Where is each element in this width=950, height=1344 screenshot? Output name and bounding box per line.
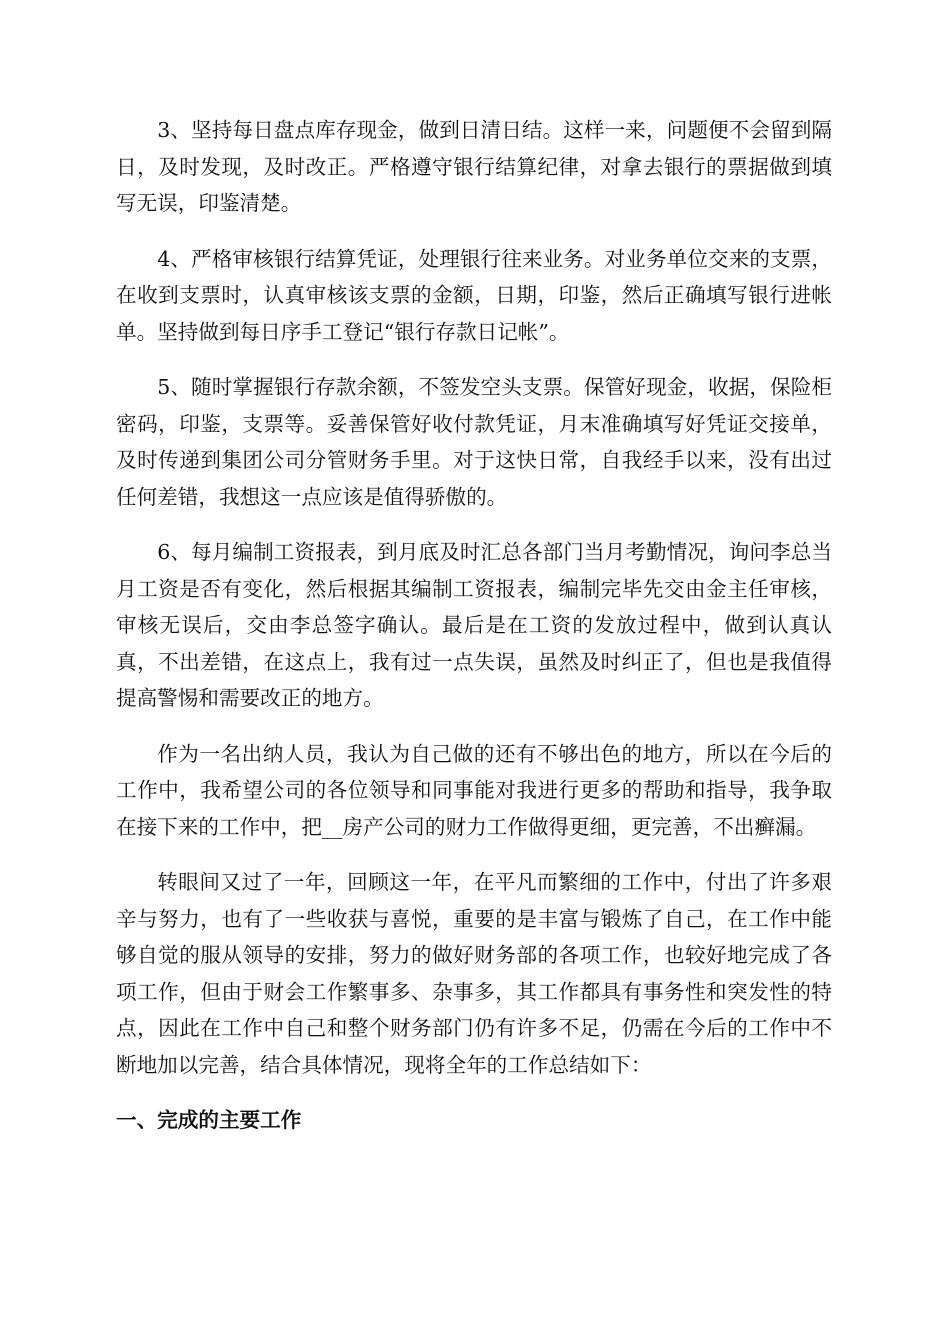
- paragraph-item-4: 4、严格审核银行结算凭证，处理银行往来业务。对业务单位交来的支票，在收到支票时，认真审核该支票的金额，日期，印鉴，然后正确填写银行进帐单。坚持做到每日序手工登记“银行存款日记帐”。: [116, 246, 832, 344]
- paragraph-item-3: 3、坚持每日盘点库存现金，做到日清日结。这样一来，问题便不会留到隔日，及时发现，及时改正。严格遵守银行结算纪律，对拿去银行的票据做到填写无误，印鉴清楚。: [116, 118, 832, 215]
- section-heading: 一、完成的主要工作: [116, 1108, 302, 1132]
- paragraph-annual-review: 转眼间又过了一年，回顾这一年，在平凡而繁细的工作中，付出了许多艰辛与努力，也有了一些收获与喜悦，重要的是丰富与锻炼了自己，在工作中能够自觉的服从领导的安排，努力的做好财务部的各项工作，也较好地完成了各项工作，但由于财会工作繁事多、杂事多，其工作都具有事务性和突发性的特点，因此在工作中自己和整个财务部门仍有许多不足，仍需在今后的工作中不断地加以完善，结合具体情况，现将全年的工作总结如下：: [116, 870, 832, 1077]
- document-body: [116, 112, 832, 1139]
- paragraph-item-6: 6、每月编制工资报表，到月底及时汇总各部门当月考勤情况，询问李总当月工资是否有变化，然后根据其编制工资报表，编制完毕先交由金主任审核，审核无误后，交由李总签字确认。最后是在工资的发放过程中，做到认真认真，不出差错，在这点上，我有过一点失误，虽然及时纠正了，但也是我值得提高警惕和需要改正的地方。: [116, 540, 832, 710]
- paragraph-item-5: 5、随时掌握银行存款余额，不签发空头支票。保管好现金，收据，保险柜密码，印鉴，支票等。妥善保管好收付款凭证，月末准确填写好凭证交接单，及时传递到集团公司分管财务手里。对于这快日常，自我经手以来，没有出过任何差错，我想这一点应该是值得骄傲的。: [116, 375, 832, 509]
- paragraph-outlook: 作为一名出纳人员，我认为自己做的还有不够出色的地方，所以在今后的工作中，我希望公司的各位领导和同事能对我进行更多的帮助和指导，我争取在接下来的工作中，把__房产公司的财力工作做得更细，更完善，不出癣漏。: [116, 741, 832, 839]
